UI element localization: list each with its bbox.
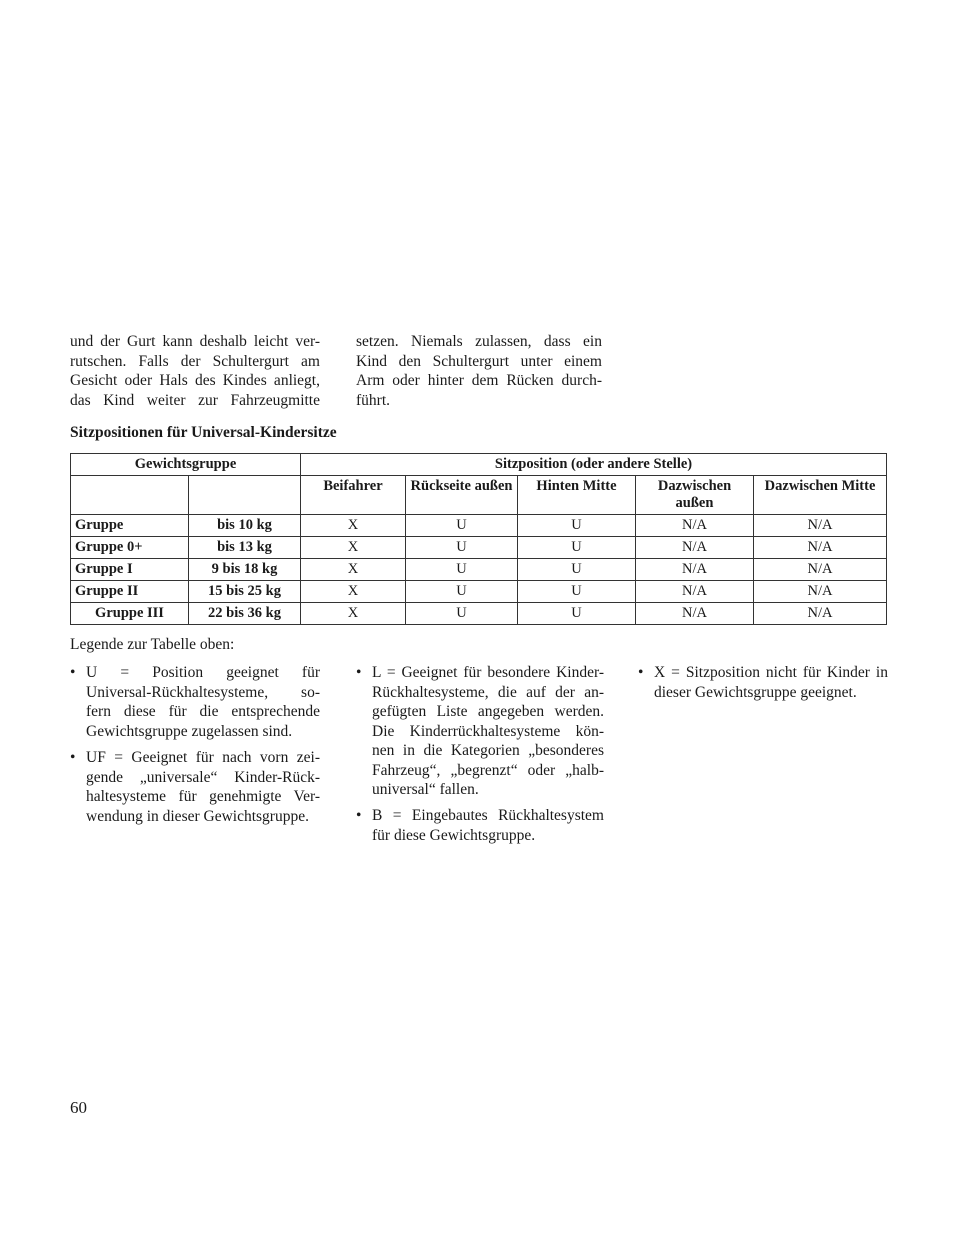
column-header: Beifahrer bbox=[301, 476, 406, 515]
group-cell: Gruppe III bbox=[71, 603, 189, 625]
legend-line: UF = Geeignet für nach vorn zei- bbox=[86, 749, 320, 766]
value-cell: U bbox=[406, 515, 518, 537]
value-cell: U bbox=[406, 581, 518, 603]
intro-line: Kind den Schultergurt unter einem bbox=[356, 352, 602, 370]
section-title: Sitzpositionen für Universal-Kindersitze bbox=[70, 424, 337, 441]
value-cell: U bbox=[518, 515, 636, 537]
value-cell: U bbox=[406, 603, 518, 625]
column-header: Dazwischen Mitte bbox=[754, 476, 887, 515]
value-cell: N/A bbox=[636, 559, 754, 581]
group-cell: Gruppe II bbox=[71, 581, 189, 603]
bullet-icon: • bbox=[356, 807, 362, 824]
intro-line: Gesicht oder Hals des Kindes anliegt, bbox=[70, 372, 320, 389]
table-subheader-row bbox=[71, 476, 887, 515]
table-row bbox=[71, 559, 887, 581]
value-cell: U bbox=[406, 537, 518, 559]
value-cell: U bbox=[518, 537, 636, 559]
intro-line: setzen. Niemals zulassen, dass ein bbox=[356, 333, 602, 350]
value-cell: N/A bbox=[636, 581, 754, 603]
column-header: Dazwischen außen bbox=[636, 476, 754, 515]
header-seat-position: Sitzposition (oder andere Stelle) bbox=[301, 454, 887, 476]
table-header-row bbox=[71, 454, 887, 476]
value-cell: N/A bbox=[636, 537, 754, 559]
intro-line: Arm oder hinter dem Rücken durch- bbox=[356, 372, 602, 389]
legend-line: Universal-Rückhaltesysteme, so- bbox=[86, 683, 320, 701]
intro-line: das Kind weiter zur Fahrzeugmitte bbox=[70, 391, 320, 409]
weight-cell: 9 bis 18 kg bbox=[189, 559, 301, 581]
empty-cell bbox=[71, 476, 189, 515]
group-cell: Gruppe I bbox=[71, 559, 189, 581]
value-cell: X bbox=[301, 515, 406, 537]
legend-line: Die Kinderrückhaltesysteme kön- bbox=[372, 722, 604, 740]
value-cell: X bbox=[301, 581, 406, 603]
column-header: Hinten Mitte bbox=[518, 476, 636, 515]
legend-line: wendung in dieser Gewichtsgruppe. bbox=[86, 807, 309, 825]
value-cell: N/A bbox=[636, 603, 754, 625]
legend-item-l bbox=[356, 663, 604, 800]
bullet-icon: • bbox=[70, 749, 76, 766]
weight-cell: bis 10 kg bbox=[189, 515, 301, 537]
page-number: 60 bbox=[70, 1098, 87, 1117]
legend-line: universal“ fallen. bbox=[372, 781, 479, 798]
weight-cell: 22 bis 36 kg bbox=[189, 603, 301, 625]
intro-line: führt. bbox=[356, 391, 391, 409]
value-cell: U bbox=[406, 559, 518, 581]
value-cell: X bbox=[301, 559, 406, 581]
legend-line: für diese Gewichtsgruppe. bbox=[372, 826, 536, 844]
empty-cell bbox=[189, 476, 301, 515]
bullet-icon: • bbox=[70, 664, 76, 681]
value-cell: N/A bbox=[754, 537, 887, 559]
legend-line: U = Position geeignet für bbox=[86, 664, 320, 681]
value-cell: U bbox=[518, 559, 636, 581]
bullet-icon: • bbox=[638, 664, 644, 681]
legend-item-u bbox=[70, 663, 320, 741]
legend-line: haltesysteme für genehmigte Ver- bbox=[86, 788, 320, 805]
value-cell: N/A bbox=[754, 559, 887, 581]
legend-line: dieser Gewichtsgruppe geeignet. bbox=[654, 683, 857, 701]
legend-item-uf bbox=[70, 748, 320, 826]
table-row bbox=[71, 581, 887, 603]
legend-line: gefügten Liste angegeben werden. bbox=[372, 703, 604, 720]
value-cell: X bbox=[301, 603, 406, 625]
legend-line: Gewichtsgruppe zugelassen sind. bbox=[86, 722, 293, 740]
value-cell: U bbox=[518, 603, 636, 625]
value-cell: U bbox=[518, 581, 636, 603]
header-weight-group: Gewichtsgruppe bbox=[71, 454, 301, 476]
legend-line: X = Sitzposition nicht für Kinder in bbox=[654, 664, 888, 681]
group-cell: Gruppe bbox=[71, 515, 189, 537]
value-cell: N/A bbox=[754, 515, 887, 537]
legend-item-b bbox=[356, 806, 604, 845]
legend-line: gende „universale“ Kinder-Rück- bbox=[86, 768, 320, 786]
legend-line: Fahrzeug“, „begrenzt“ oder „halb- bbox=[372, 761, 604, 779]
weight-cell: 15 bis 25 kg bbox=[189, 581, 301, 603]
column-header: Rückseite außen bbox=[406, 476, 518, 515]
intro-line: rutschen. Falls der Schultergurt am bbox=[70, 352, 320, 370]
legend-line: nen in die Kategorien „besonderes bbox=[372, 742, 604, 759]
legend-line: Rückhaltesysteme, die auf der an- bbox=[372, 683, 604, 701]
intro-line: und der Gurt kann deshalb leicht ver- bbox=[70, 333, 320, 350]
legend-intro: Legende zur Tabelle oben: bbox=[70, 636, 235, 653]
legend-line: L = Geeignet für besondere Kinder- bbox=[372, 664, 604, 681]
intro-text-right bbox=[356, 332, 602, 410]
seat-position-table bbox=[70, 453, 887, 625]
table-row bbox=[71, 515, 887, 537]
table-row bbox=[71, 537, 887, 559]
table-row bbox=[71, 603, 887, 625]
intro-text-left bbox=[70, 332, 320, 410]
legend-item-x bbox=[638, 663, 888, 702]
weight-cell: bis 13 kg bbox=[189, 537, 301, 559]
value-cell: N/A bbox=[636, 515, 754, 537]
value-cell: N/A bbox=[754, 603, 887, 625]
value-cell: X bbox=[301, 537, 406, 559]
value-cell: N/A bbox=[754, 581, 887, 603]
legend-line: fern diese für die entsprechende bbox=[86, 703, 320, 720]
legend-line: B = Eingebautes Rückhaltesystem bbox=[372, 807, 604, 824]
bullet-icon: • bbox=[356, 664, 362, 681]
group-cell: Gruppe 0+ bbox=[71, 537, 189, 559]
